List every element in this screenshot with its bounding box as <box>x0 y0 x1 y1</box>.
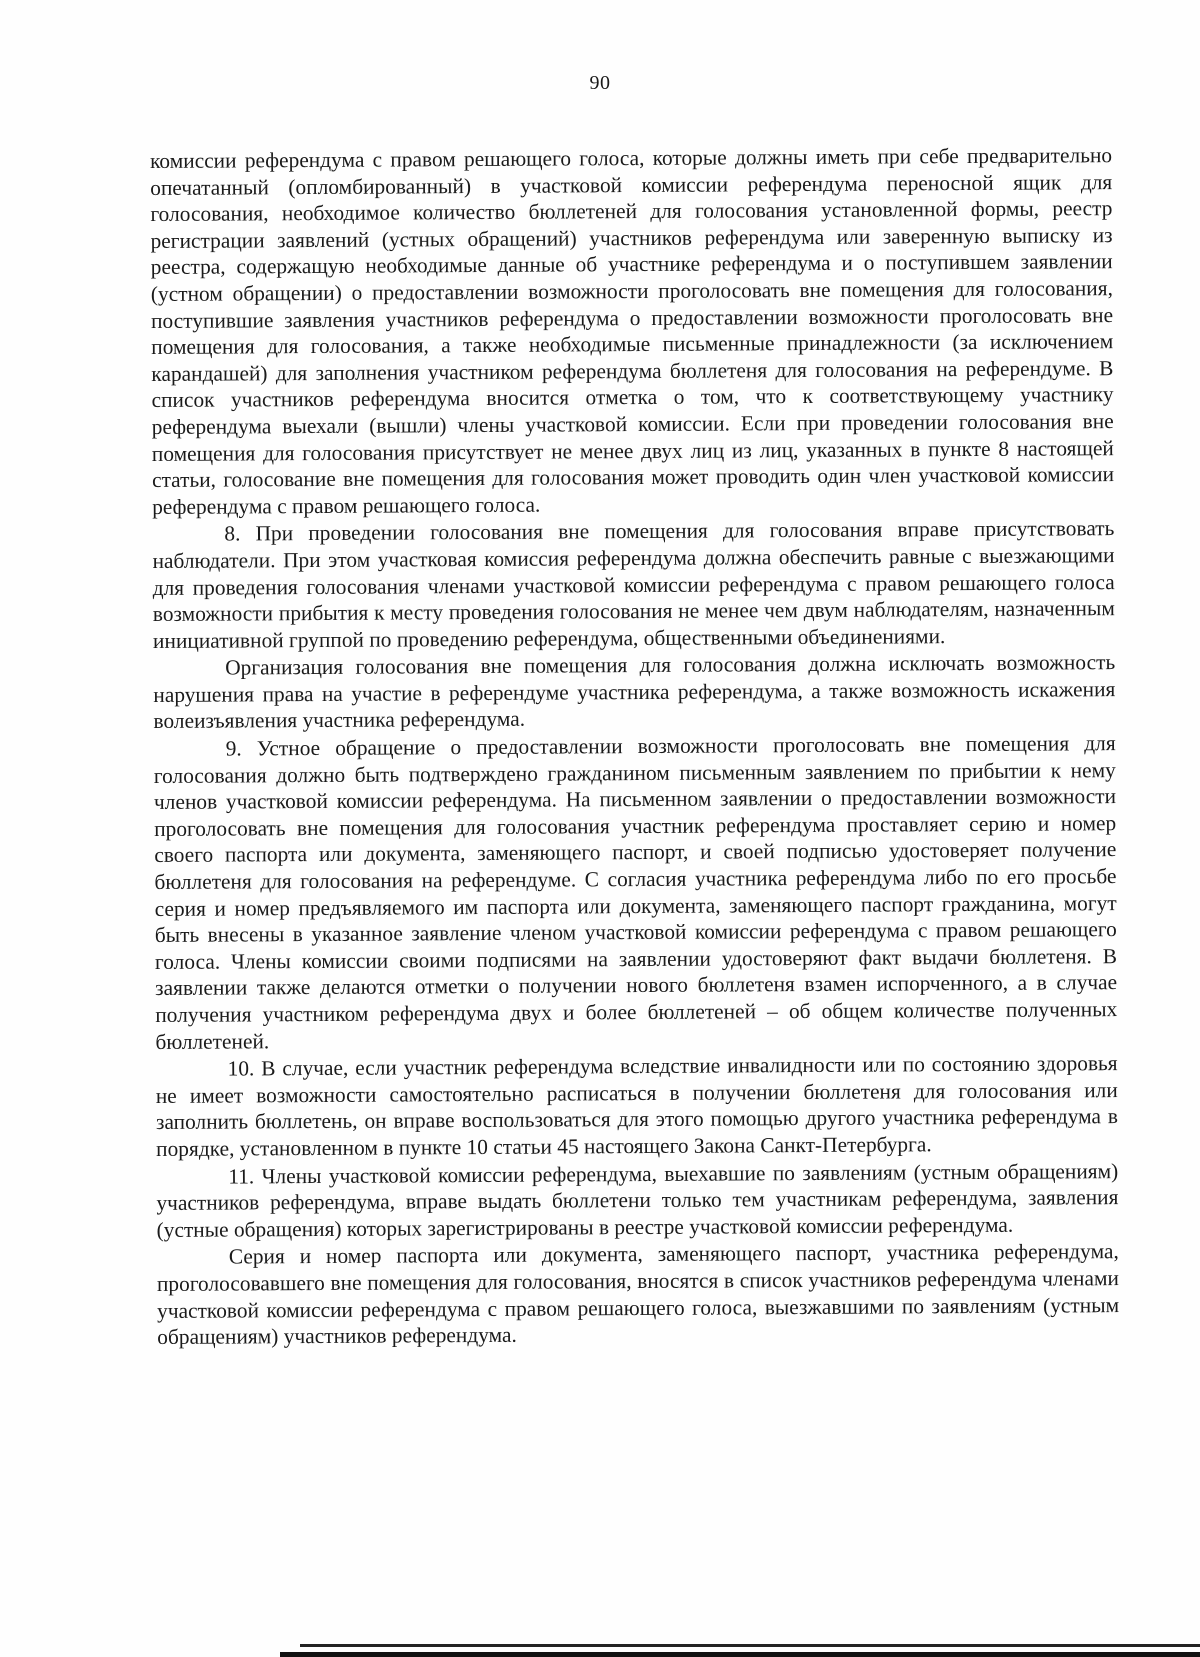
paragraph-item-11: 11. Члены участковой комиссии референдума, выехавшие по заявлениям (устным обращениям) участников референдума, вправе выдать бюллетени только тем участникам референдума, заявления (устные обращения) которых зарегистрированы в реестре участковой комиссии референдума. <box>156 1158 1119 1242</box>
paragraph-continuation: комиссии референдума с правом решающего голоса, которые должны иметь при себе предварительно опечатанный (опломбированный) в участковой комиссии референдума переносной ящик для голосования, необходимое количество бюллетеней для голосования установленной формы, реестр регистрации заявлений (устных обращений) участников референдума или заверенную выписку из реестра, содержащую необходимые данные об участнике референдума и о поступившем заявлении (устном обращении) о предоставлении возможности проголосовать вне помещения для голосования, поступившие заявления участников референдума о предоставлении возможности проголосовать вне помещения для голосования, а также необходимые письменные принадлежности (за исключением карандашей) для заполнения участником референдума бюллетеня для голосования на референдуме. В список участников референдума вносится отметка о том, что к соответствующему участнику референдума выехали (вышли) члены участковой комиссии. Если при проведении голосования вне помещения для голосования присутствует не менее двух лиц из лиц, указанных в пункте 8 настоящей статьи, голосование вне помещения для голосования может проводить один член участковой комиссии референдума с правом решающего голоса. <box>150 143 1115 519</box>
scan-edge-line <box>300 1644 1200 1647</box>
document-body <box>150 142 1119 1351</box>
paragraph-item-10: 10. В случае, если участник референдума вследствие инвалидности или по состоянию здоровья не имеет возможности самостоятельно расписаться в получении бюллетеня для голосования или заполнить бюллетень, он вправе воспользоваться для этого помощью другого участника референдума в порядке, установленном в пункте 10 статьи 45 настоящего Закона Санкт-Петербурга. <box>155 1051 1119 1161</box>
scan-edge-shadow <box>280 1652 1200 1657</box>
paragraph-passport-series: Серия и номер паспорта или документа, заменяющего паспорт, участника референдума, проголосовавшего вне помещения для голосования, вносятся в список участников референдума членами участковой комиссии референдума с правом решающего голоса, выезжавшими по заявлениям (устным обращениям) участников референдума. <box>156 1239 1120 1350</box>
paragraph-item-9: 9. Устное обращение о предоставлении возможности проголосовать вне помещения для голосования должно быть подтверждено гражданином письменным заявлением по прибытии к нему членов участковой комиссии референдума. На письменном заявлении о предоставлении возможности проголосовать вне помещения для голосования участник референдума проставляет серию и номер своего паспорта или документа, заменяющего паспорт, и своей подписью удостоверяет получение бюллетеня для голосования на референдуме. С согласия участника референдума либо по его просьбе серия и номер предъявляемого им паспорта или документа, заменяющего паспорт гражданина, могут быть внесены в указанное заявление членом участковой комиссии референдума с правом решающего голоса. Члены комиссии своими подписями на заявлении удостоверяют факт выдачи бюллетеня. В заявлении также делаются отметки о получении нового бюллетеня взамен испорченного, а в случае получения участником референдума двух и более бюллетеней – об общем количестве полученных бюллетеней. <box>153 731 1118 1054</box>
paragraph-item-8: 8. При проведении голосования вне помещения для голосования вправе присутствовать наблюдатели. При этом участковая комиссия референдума должна обеспечить равные с выезжающими для проведения голосования членами участковой комиссии референдума с правом решающего голоса возможности прибытия к месту проведения голосования не менее чем двум наблюдателям, назначенным инициативной группой по проведению референдума, общественными объединениями. <box>152 516 1115 653</box>
paragraph-organization: Организация голосования вне помещения для голосования должна исключать возможность нарушения права на участие в референдуме участника референдума, а также возможность искажения волеизъявления участника референдума. <box>153 650 1116 734</box>
page-number: 90 <box>589 72 611 94</box>
